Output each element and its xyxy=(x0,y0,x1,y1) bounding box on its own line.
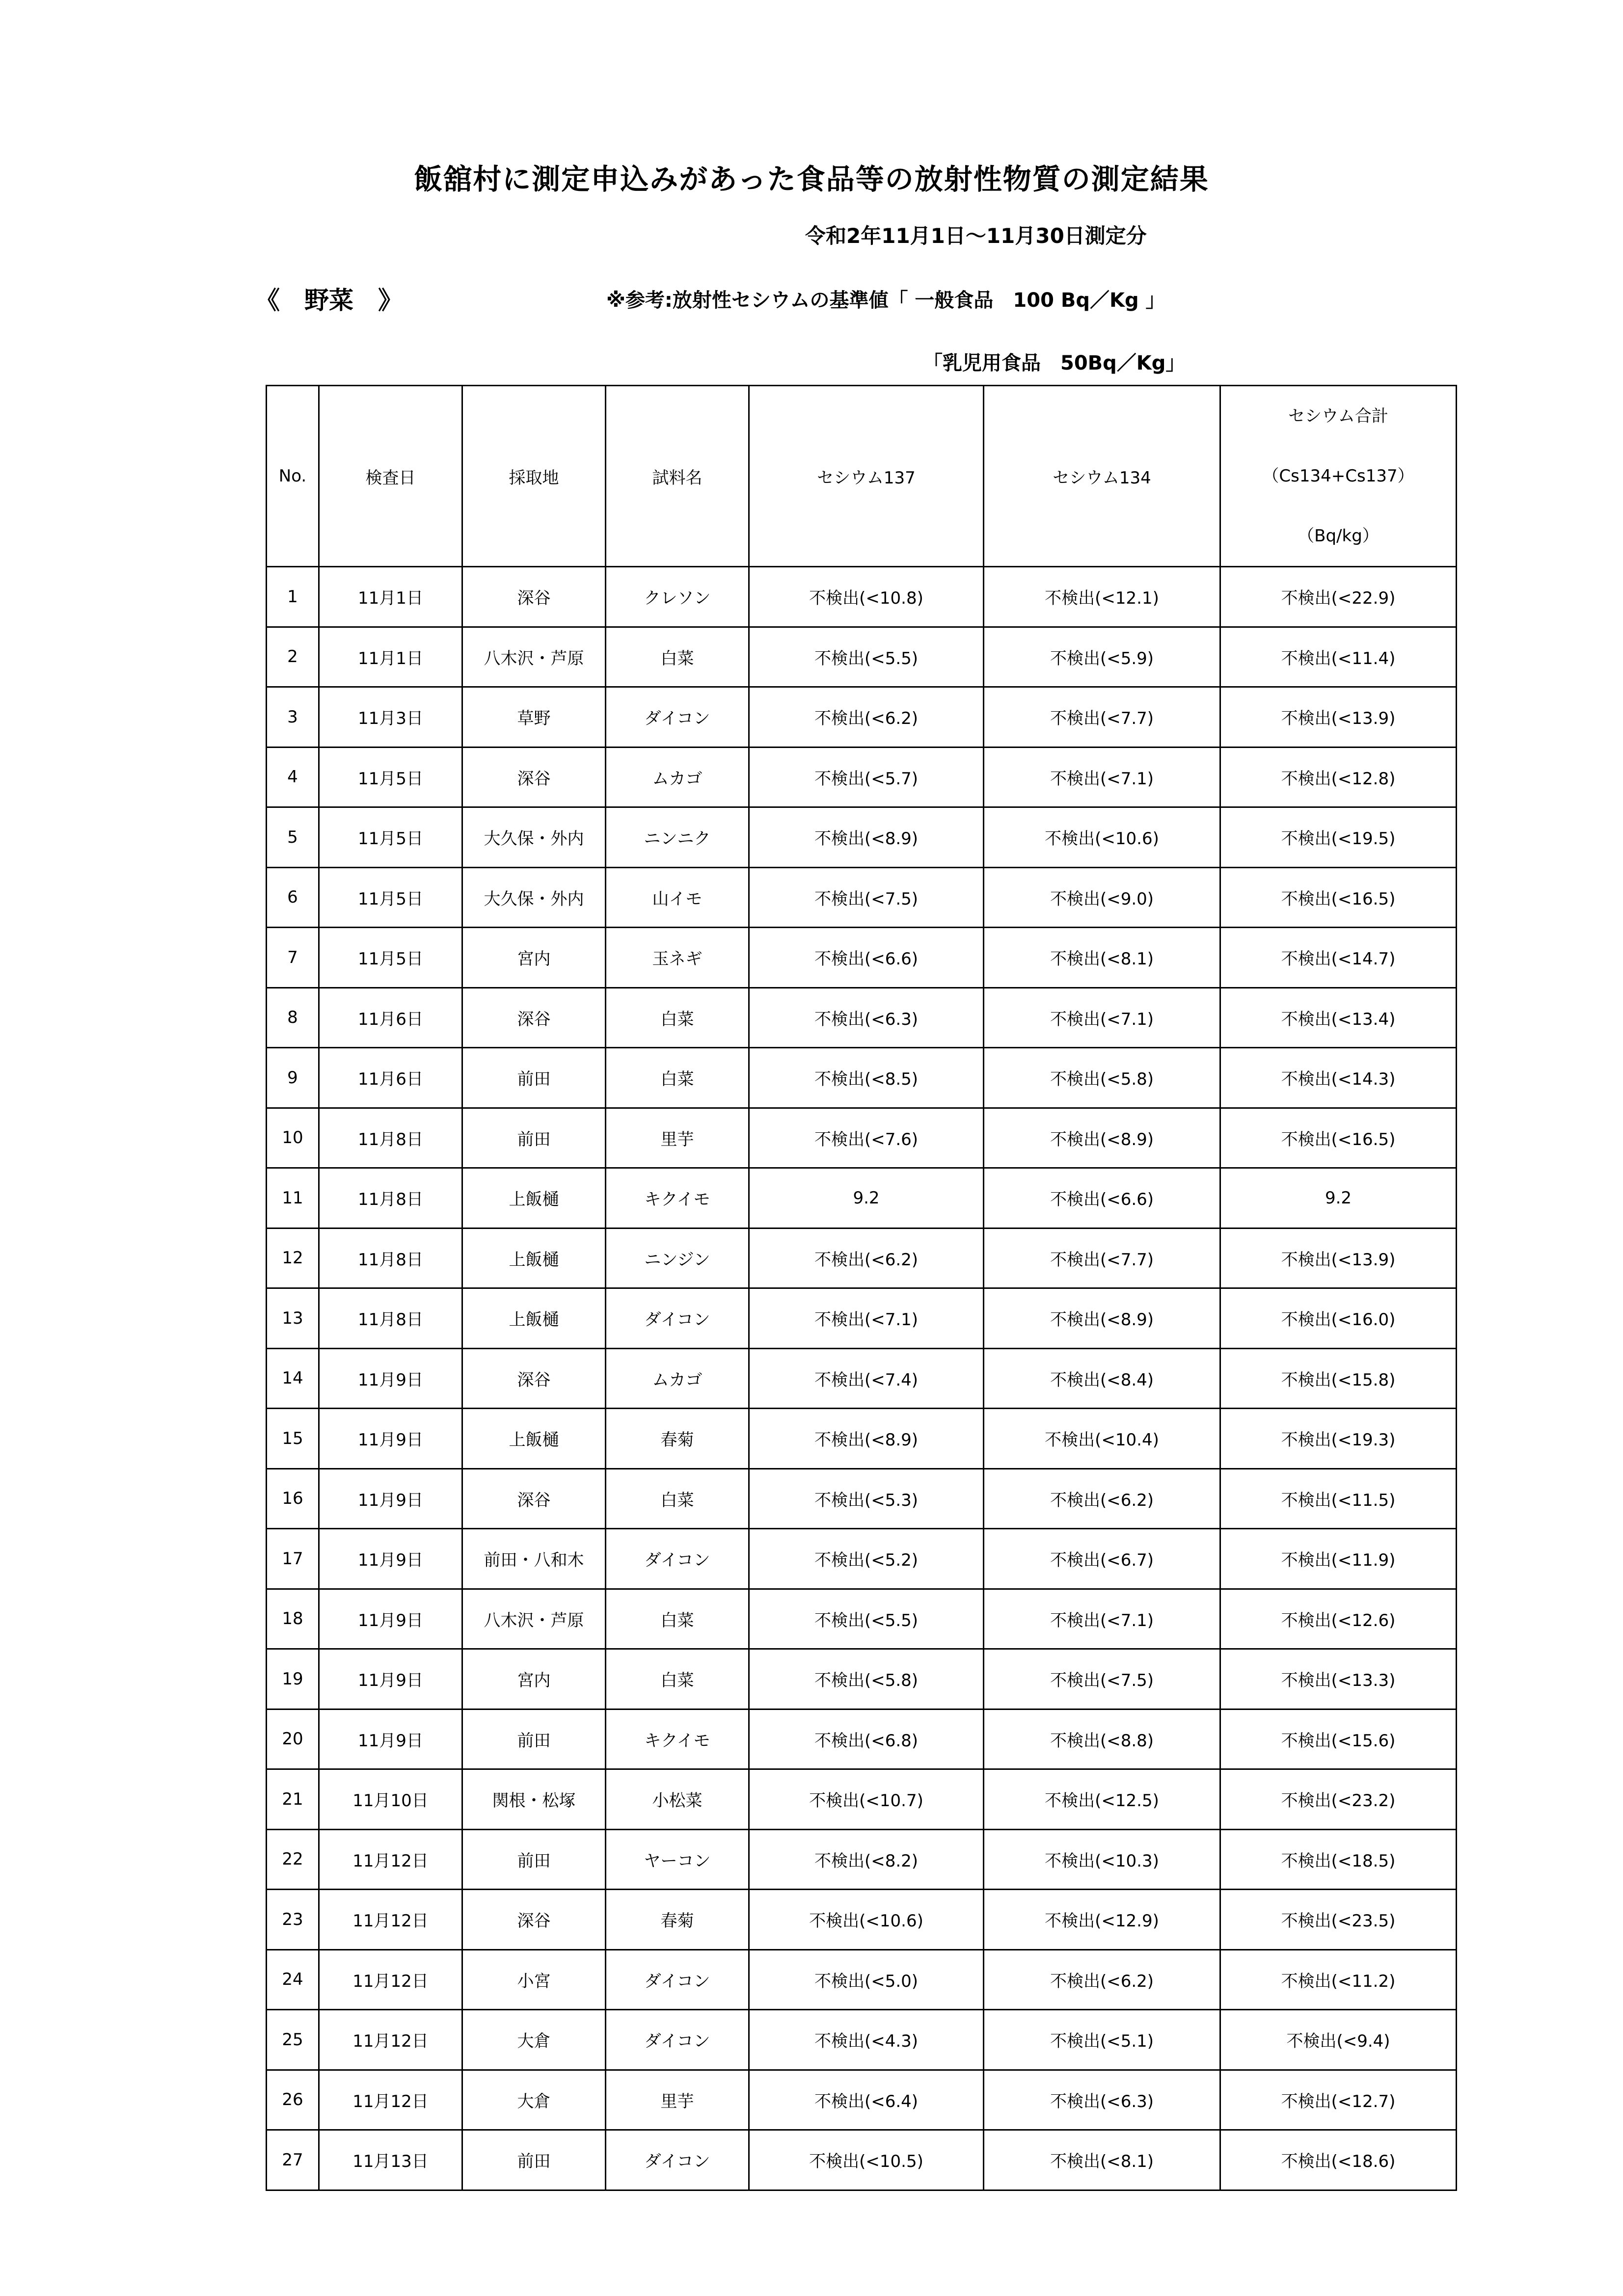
cell-sample: 玉ネギ xyxy=(606,928,749,988)
cell-cs137: 不検出(<8.9) xyxy=(749,807,984,868)
cell-no: 3 xyxy=(267,687,319,748)
cell-cs134: 不検出(<6.2) xyxy=(984,1468,1220,1529)
cell-total: 不検出(<13.9) xyxy=(1220,1228,1457,1288)
cell-no: 22 xyxy=(267,1829,319,1890)
cell-date: 11月8日 xyxy=(319,1108,462,1168)
results-table xyxy=(266,385,1457,2191)
cell-cs137: 不検出(<6.2) xyxy=(749,687,984,748)
cell-cs137: 9.2 xyxy=(749,1168,984,1228)
cell-date: 11月1日 xyxy=(319,627,462,687)
cell-date: 11月9日 xyxy=(319,1348,462,1409)
table-row xyxy=(267,2130,1457,2190)
cell-cs134: 不検出(<12.9) xyxy=(984,1890,1220,1950)
table-row xyxy=(267,1529,1457,1589)
cell-cs134: 不検出(<7.1) xyxy=(984,1589,1220,1649)
cell-cs137: 不検出(<6.4) xyxy=(749,2070,984,2130)
cell-cs134: 不検出(<12.5) xyxy=(984,1769,1220,1830)
cell-no: 25 xyxy=(267,2010,319,2070)
cell-sample: ニンニク xyxy=(606,807,749,868)
cell-cs134: 不検出(<5.9) xyxy=(984,627,1220,687)
table-header xyxy=(267,386,1457,567)
cell-cs134: 不検出(<7.5) xyxy=(984,1649,1220,1709)
cell-cs137: 不検出(<7.4) xyxy=(749,1348,984,1409)
cell-date: 11月9日 xyxy=(319,1529,462,1589)
header-row xyxy=(267,386,1457,567)
cell-location: 上飯樋 xyxy=(462,1409,606,1469)
cell-sample: 里芋 xyxy=(606,1108,749,1168)
cell-cs134: 不検出(<8.9) xyxy=(984,1108,1220,1168)
cell-cs137: 不検出(<10.7) xyxy=(749,1769,984,1830)
cell-location: 深谷 xyxy=(462,1890,606,1950)
cell-cs137: 不検出(<6.6) xyxy=(749,928,984,988)
cell-total: 不検出(<13.9) xyxy=(1220,687,1457,748)
cell-no: 1 xyxy=(267,567,319,627)
cell-location: 小宮 xyxy=(462,1949,606,2010)
cell-location: 上飯樋 xyxy=(462,1168,606,1228)
cell-date: 11月5日 xyxy=(319,807,462,868)
header-location: 採取地 xyxy=(462,386,606,567)
cell-no: 23 xyxy=(267,1890,319,1950)
cell-total: 不検出(<11.4) xyxy=(1220,627,1457,687)
cell-location: 宮内 xyxy=(462,1649,606,1709)
table-row xyxy=(267,1649,1457,1709)
cell-cs137: 不検出(<8.5) xyxy=(749,1048,984,1108)
cell-total: 不検出(<15.8) xyxy=(1220,1348,1457,1409)
reference-standard-general: ※参考:放射性セシウムの基準値「 一般食品 100 Bq／Kg 」 xyxy=(606,289,1165,312)
cell-no: 4 xyxy=(267,747,319,807)
category-label: 《 野菜 》 xyxy=(255,286,403,315)
cell-sample: キクイモ xyxy=(606,1709,749,1769)
table-row xyxy=(267,1228,1457,1288)
cell-no: 17 xyxy=(267,1529,319,1589)
cell-total: 不検出(<19.3) xyxy=(1220,1409,1457,1469)
table-row xyxy=(267,1890,1457,1950)
cell-no: 21 xyxy=(267,1769,319,1830)
cell-location: 八木沢・芦原 xyxy=(462,627,606,687)
cell-location: 前田 xyxy=(462,1829,606,1890)
cell-no: 27 xyxy=(267,2130,319,2190)
cell-date: 11月9日 xyxy=(319,1589,462,1649)
cell-sample: 白菜 xyxy=(606,1649,749,1709)
cell-no: 15 xyxy=(267,1409,319,1469)
cell-cs134: 不検出(<6.6) xyxy=(984,1168,1220,1228)
cell-date: 11月9日 xyxy=(319,1468,462,1529)
cell-cs134: 不検出(<10.3) xyxy=(984,1829,1220,1890)
measurement-period: 令和2年11月1日～11月30日測定分 xyxy=(805,224,1147,248)
table-row xyxy=(267,1409,1457,1469)
cell-cs137: 不検出(<10.8) xyxy=(749,567,984,627)
cell-sample: ヤーコン xyxy=(606,1829,749,1890)
cell-total: 不検出(<16.5) xyxy=(1220,1108,1457,1168)
cell-no: 20 xyxy=(267,1709,319,1769)
header-cs134: セシウム134 xyxy=(984,386,1220,567)
cell-sample: クレソン xyxy=(606,567,749,627)
cell-date: 11月8日 xyxy=(319,1288,462,1349)
cell-cs137: 不検出(<7.6) xyxy=(749,1108,984,1168)
cell-cs137: 不検出(<5.2) xyxy=(749,1529,984,1589)
table-row xyxy=(267,1829,1457,1890)
cell-total: 不検出(<15.6) xyxy=(1220,1709,1457,1769)
table-row xyxy=(267,1589,1457,1649)
cell-sample: 白菜 xyxy=(606,1048,749,1108)
cell-cs134: 不検出(<5.8) xyxy=(984,1048,1220,1108)
cell-no: 11 xyxy=(267,1168,319,1228)
cell-sample: ムカゴ xyxy=(606,747,749,807)
table-row xyxy=(267,747,1457,807)
cell-location: 草野 xyxy=(462,687,606,748)
table-row xyxy=(267,1048,1457,1108)
cell-date: 11月12日 xyxy=(319,2070,462,2130)
cell-date: 11月12日 xyxy=(319,1949,462,2010)
cell-cs137: 不検出(<4.3) xyxy=(749,2010,984,2070)
cell-location: 深谷 xyxy=(462,988,606,1048)
header-total xyxy=(1220,386,1457,567)
cell-total: 不検出(<14.7) xyxy=(1220,928,1457,988)
cell-cs137: 不検出(<5.7) xyxy=(749,747,984,807)
cell-sample: 小松菜 xyxy=(606,1769,749,1830)
cell-sample: ダイコン xyxy=(606,1288,749,1349)
cell-cs134: 不検出(<6.2) xyxy=(984,1949,1220,2010)
cell-location: 大久保・外内 xyxy=(462,807,606,868)
cell-date: 11月13日 xyxy=(319,2130,462,2190)
cell-date: 11月12日 xyxy=(319,1829,462,1890)
cell-location: 関根・松塚 xyxy=(462,1769,606,1830)
page-title: 飯舘村に測定申込みがあった食品等の放射性物質の測定結果 xyxy=(414,162,1209,196)
cell-cs134: 不検出(<9.0) xyxy=(984,867,1220,928)
table-row xyxy=(267,1709,1457,1769)
cell-cs137: 不検出(<5.3) xyxy=(749,1468,984,1529)
cell-total: 不検出(<14.3) xyxy=(1220,1048,1457,1108)
cell-sample: ダイコン xyxy=(606,1949,749,2010)
table-row xyxy=(267,567,1457,627)
cell-sample: ムカゴ xyxy=(606,1348,749,1409)
cell-sample: 白菜 xyxy=(606,627,749,687)
cell-no: 19 xyxy=(267,1649,319,1709)
cell-date: 11月8日 xyxy=(319,1228,462,1288)
cell-cs134: 不検出(<5.1) xyxy=(984,2010,1220,2070)
table-row xyxy=(267,1288,1457,1349)
cell-location: 深谷 xyxy=(462,1348,606,1409)
cell-cs137: 不検出(<6.8) xyxy=(749,1709,984,1769)
cell-cs134: 不検出(<7.1) xyxy=(984,747,1220,807)
cell-sample: 白菜 xyxy=(606,1589,749,1649)
cell-total: 不検出(<18.6) xyxy=(1220,2130,1457,2190)
cell-date: 11月5日 xyxy=(319,747,462,807)
cell-location: 深谷 xyxy=(462,747,606,807)
cell-cs137: 不検出(<10.6) xyxy=(749,1890,984,1950)
cell-location: 大倉 xyxy=(462,2070,606,2130)
table-row xyxy=(267,627,1457,687)
cell-cs137: 不検出(<5.8) xyxy=(749,1649,984,1709)
cell-no: 8 xyxy=(267,988,319,1048)
cell-total: 不検出(<16.0) xyxy=(1220,1288,1457,1349)
cell-location: 大久保・外内 xyxy=(462,867,606,928)
cell-date: 11月9日 xyxy=(319,1649,462,1709)
table-row xyxy=(267,988,1457,1048)
cell-cs137: 不検出(<10.5) xyxy=(749,2130,984,2190)
cell-cs134: 不検出(<8.8) xyxy=(984,1709,1220,1769)
cell-location: 前田 xyxy=(462,1709,606,1769)
cell-total: 不検出(<18.5) xyxy=(1220,1829,1457,1890)
cell-sample: 春菊 xyxy=(606,1409,749,1469)
table-row xyxy=(267,928,1457,988)
cell-no: 2 xyxy=(267,627,319,687)
cell-total: 不検出(<12.7) xyxy=(1220,2070,1457,2130)
cell-no: 13 xyxy=(267,1288,319,1349)
cell-no: 10 xyxy=(267,1108,319,1168)
table-body xyxy=(267,567,1457,2190)
cell-no: 14 xyxy=(267,1348,319,1409)
table-row xyxy=(267,1168,1457,1228)
cell-total: 不検出(<11.2) xyxy=(1220,1949,1457,2010)
table-row xyxy=(267,1769,1457,1830)
cell-date: 11月12日 xyxy=(319,1890,462,1950)
cell-cs134: 不検出(<7.1) xyxy=(984,988,1220,1048)
table-row xyxy=(267,2070,1457,2130)
cell-date: 11月9日 xyxy=(319,1409,462,1469)
cell-sample: 白菜 xyxy=(606,1468,749,1529)
cell-cs134: 不検出(<6.7) xyxy=(984,1529,1220,1589)
cell-total: 9.2 xyxy=(1220,1168,1457,1228)
cell-location: 上飯樋 xyxy=(462,1228,606,1288)
cell-sample: 里芋 xyxy=(606,2070,749,2130)
cell-location: 前田 xyxy=(462,2130,606,2190)
cell-cs137: 不検出(<6.3) xyxy=(749,988,984,1048)
cell-date: 11月5日 xyxy=(319,928,462,988)
cell-cs134: 不検出(<8.9) xyxy=(984,1288,1220,1349)
table-row xyxy=(267,1108,1457,1168)
cell-cs134: 不検出(<10.6) xyxy=(984,807,1220,868)
cell-sample: ダイコン xyxy=(606,2010,749,2070)
cell-no: 9 xyxy=(267,1048,319,1108)
reference-standard-infant: 「乳児用食品 50Bq／Kg」 xyxy=(923,352,1186,374)
cell-location: 前田・八和木 xyxy=(462,1529,606,1589)
cell-cs137: 不検出(<7.5) xyxy=(749,867,984,928)
cell-total: 不検出(<19.5) xyxy=(1220,807,1457,868)
cell-location: 深谷 xyxy=(462,1468,606,1529)
cell-location: 前田 xyxy=(462,1048,606,1108)
cell-no: 12 xyxy=(267,1228,319,1288)
cell-total: 不検出(<12.6) xyxy=(1220,1589,1457,1649)
cell-sample: 春菊 xyxy=(606,1890,749,1950)
cell-cs137: 不検出(<8.9) xyxy=(749,1409,984,1469)
cell-no: 18 xyxy=(267,1589,319,1649)
cell-cs134: 不検出(<10.4) xyxy=(984,1409,1220,1469)
cell-cs137: 不検出(<5.0) xyxy=(749,1949,984,2010)
cell-cs137: 不検出(<5.5) xyxy=(749,1589,984,1649)
cell-cs137: 不検出(<5.5) xyxy=(749,627,984,687)
cell-sample: ダイコン xyxy=(606,687,749,748)
cell-total: 不検出(<11.9) xyxy=(1220,1529,1457,1589)
cell-sample: キクイモ xyxy=(606,1168,749,1228)
cell-cs137: 不検出(<8.2) xyxy=(749,1829,984,1890)
cell-date: 11月6日 xyxy=(319,988,462,1048)
cell-cs134: 不検出(<8.1) xyxy=(984,2130,1220,2190)
cell-date: 11月10日 xyxy=(319,1769,462,1830)
cell-cs134: 不検出(<8.1) xyxy=(984,928,1220,988)
cell-cs134: 不検出(<6.3) xyxy=(984,2070,1220,2130)
cell-total: 不検出(<23.2) xyxy=(1220,1769,1457,1830)
cell-date: 11月6日 xyxy=(319,1048,462,1108)
header-cs137: セシウム137 xyxy=(749,386,984,567)
cell-location: 大倉 xyxy=(462,2010,606,2070)
header-total-unit: （Bq/kg） xyxy=(1298,526,1379,546)
cell-no: 26 xyxy=(267,2070,319,2130)
cell-location: 八木沢・芦原 xyxy=(462,1589,606,1649)
header-sample: 試料名 xyxy=(606,386,749,567)
cell-date: 11月8日 xyxy=(319,1168,462,1228)
cell-date: 11月1日 xyxy=(319,567,462,627)
table-row xyxy=(267,1949,1457,2010)
cell-no: 5 xyxy=(267,807,319,868)
table-row xyxy=(267,1468,1457,1529)
table-row xyxy=(267,687,1457,748)
cell-location: 前田 xyxy=(462,1108,606,1168)
cell-date: 11月12日 xyxy=(319,2010,462,2070)
cell-sample: ダイコン xyxy=(606,1529,749,1589)
cell-no: 24 xyxy=(267,1949,319,2010)
cell-cs134: 不検出(<7.7) xyxy=(984,687,1220,748)
cell-location: 上飯樋 xyxy=(462,1288,606,1349)
header-no: No. xyxy=(267,386,319,567)
cell-date: 11月5日 xyxy=(319,867,462,928)
header-date: 検査日 xyxy=(319,386,462,567)
header-total-formula: （Cs134+Cs137） xyxy=(1262,466,1414,486)
cell-total: 不検出(<23.5) xyxy=(1220,1890,1457,1950)
cell-sample: ダイコン xyxy=(606,2130,749,2190)
cell-no: 7 xyxy=(267,928,319,988)
cell-cs134: 不検出(<8.4) xyxy=(984,1348,1220,1409)
table-row xyxy=(267,1348,1457,1409)
cell-location: 深谷 xyxy=(462,567,606,627)
cell-location: 宮内 xyxy=(462,928,606,988)
cell-sample: 白菜 xyxy=(606,988,749,1048)
cell-total: 不検出(<11.5) xyxy=(1220,1468,1457,1529)
cell-date: 11月9日 xyxy=(319,1709,462,1769)
cell-total: 不検出(<13.3) xyxy=(1220,1649,1457,1709)
cell-total: 不検出(<16.5) xyxy=(1220,867,1457,928)
cell-cs137: 不検出(<6.2) xyxy=(749,1228,984,1288)
cell-total: 不検出(<9.4) xyxy=(1220,2010,1457,2070)
cell-total: 不検出(<12.8) xyxy=(1220,747,1457,807)
header-total-label: セシウム合計 xyxy=(1288,406,1388,426)
cell-no: 16 xyxy=(267,1468,319,1529)
table-row xyxy=(267,807,1457,868)
cell-total: 不検出(<13.4) xyxy=(1220,988,1457,1048)
cell-date: 11月3日 xyxy=(319,687,462,748)
cell-cs134: 不検出(<7.7) xyxy=(984,1228,1220,1288)
cell-total: 不検出(<22.9) xyxy=(1220,567,1457,627)
table-row xyxy=(267,2010,1457,2070)
cell-cs134: 不検出(<12.1) xyxy=(984,567,1220,627)
cell-cs137: 不検出(<7.1) xyxy=(749,1288,984,1349)
table-row xyxy=(267,867,1457,928)
cell-sample: 山イモ xyxy=(606,867,749,928)
cell-no: 6 xyxy=(267,867,319,928)
cell-sample: ニンジン xyxy=(606,1228,749,1288)
